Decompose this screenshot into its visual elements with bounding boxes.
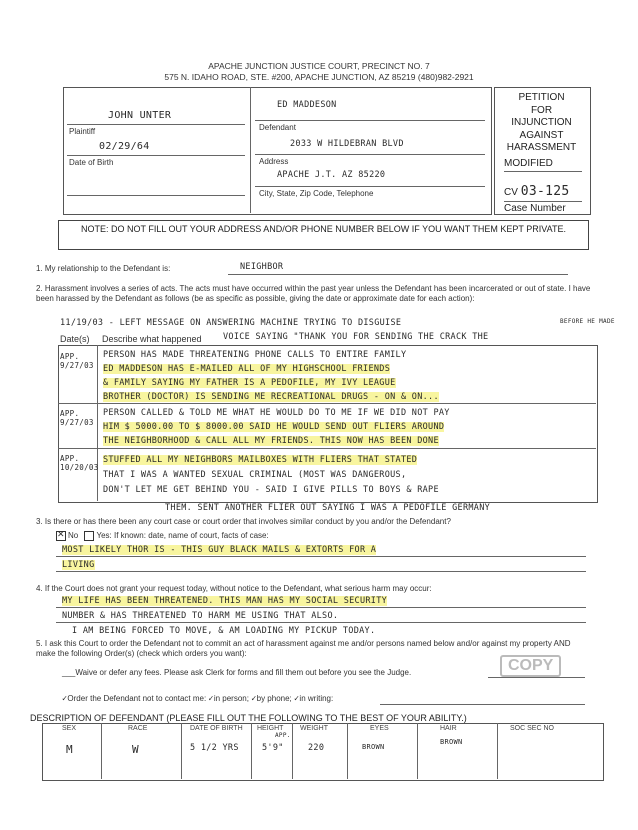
entry-date: APP. 10/20/03 [60, 454, 99, 472]
entry-line: & FAMILY SAYING MY FATHER IS A PEDOFILE, MY IVY LEAGUE [103, 378, 396, 388]
modified-label: MODIFIED [504, 158, 553, 169]
dob-label: Date of Birth [69, 158, 114, 167]
sex-header: SEX [62, 725, 77, 732]
q2-label: 2. Harassment involves a series of acts. The acts must have occurred within the past year unless the Defendant has been incarcerated or out of state. I have been harassed by the Defendant as follows (be as specific as possible, giving the date or approximate date for each action): [36, 284, 591, 303]
court-address: 575 N. IDAHO ROAD, STE. #200, APACHE JUNCTION, AZ 85219 (480)982-2921 [164, 72, 474, 82]
in-person-check[interactable]: ✓ [208, 694, 214, 704]
in-writing-check[interactable]: ✓ [294, 694, 300, 704]
dates-label: Date(s) [60, 334, 90, 344]
plaintiff-name: JOHN UNTER [108, 110, 172, 121]
entry-line: THE NEIGHBORHOOD & CALL ALL MY FRIENDS. THIS NOW HAS BEEN DONE [103, 436, 439, 446]
no-checkbox[interactable] [56, 531, 66, 541]
q3-label: 3. Is there or has there been any court case or court order that involves similar conduct by you and/or the Defendant? [36, 517, 451, 526]
q3-answer-line: MOST LIKELY THOR IS - THIS GUY BLACK MAILS & EXTORTS FOR A [62, 545, 377, 555]
race-header: RACE [128, 725, 148, 732]
case-number-label: Case Number [504, 203, 566, 214]
dob-header: DATE OF BIRTH [190, 725, 243, 732]
weight-header: WEIGHT [300, 725, 328, 732]
defendant-address: 2033 W HILDEBRAN BLVD [290, 139, 404, 149]
described-label: Describe what happened [102, 334, 202, 344]
entry-line: STUFFED ALL MY NEIGHBORS MAILBOXES WITH FLIERS THAT STATED [103, 455, 418, 465]
court-name: APACHE JUNCTION JUSTICE COURT, PRECINCT NO. 7 [208, 61, 430, 71]
height-value: 5'9" [262, 743, 284, 753]
order-check-mark[interactable]: ✓ [62, 694, 68, 704]
margin-note: BEFORE HE MADE [560, 318, 615, 325]
q4-answer-line: I AM BEING FORCED TO MOVE, & AM LOADING MY PICKUP TODAY. [72, 626, 376, 636]
hair-value: BROWN [440, 738, 463, 746]
q5-label: 5. I ask this Court to order the Defendant not to commit an act of harassment against me and/or persons named below and/or against my property AND make the following Order(s) (check which orders you want): [36, 639, 571, 658]
q4-answer-line: NUMBER & HAS THREATENED TO HARM ME USING THAT ALSO. [62, 611, 339, 621]
described-line: VOICE SAYING "THANK YOU FOR SENDING THE CRACK THE [223, 332, 489, 342]
case-number-value: CV 03-125 [504, 184, 570, 199]
overflow-line: THEM. SENT ANOTHER FLIER OUT SAYING I WAS A PEDOFILE GERMANY [165, 503, 491, 513]
defendant-label: Defendant [259, 123, 296, 132]
no-contact-order: ✓Order the Defendant not to contact me: ✓in person; ✓by phone; ✓in writing: [62, 694, 334, 704]
weight-value: 220 [308, 743, 325, 753]
entry-line: DON'T LET ME GET BEHIND YOU - SAID I GIVE PILLS TO BOYS & RAPE [103, 485, 439, 495]
dob-value: 5 1/2 YRS [190, 743, 239, 753]
race-value: W [132, 743, 139, 756]
plaintiff-dob: 02/29/64 [99, 141, 150, 152]
defendant-city: APACHE J.T. AZ 85220 [277, 170, 386, 180]
address-label: Address [259, 157, 289, 166]
waive-fees-option[interactable]: ___Waive or defer any fees. Please ask Clerk for forms and fill them out before you see the Judge. [62, 668, 412, 677]
entry-line: PERSON CALLED & TOLD ME WHAT HE WOULD DO TO ME IF WE DID NOT PAY [103, 408, 450, 418]
yes-checkbox[interactable] [84, 531, 94, 541]
by-phone-check[interactable]: ✓ [251, 694, 257, 704]
copy-stamp: COPY [500, 655, 561, 677]
q2-intro-line: 11/19/03 - LEFT MESSAGE ON ANSWERING MACHINE TRYING TO DISGUISE [60, 318, 402, 328]
entry-line: PERSON HAS MADE THREATENING PHONE CALLS TO ENTIRE FAMILY [103, 350, 407, 360]
entry-line: BROTHER (DOCTOR) IS SENDING ME RECREATIONAL DRUGS - ON & ON... [103, 392, 439, 402]
sex-value: M [66, 743, 73, 756]
petition-title: PETITION FOR INJUNCTION AGAINST HARASSMENT [506, 92, 577, 153]
q3-options: ✕No Yes: If known: date, name of court, facts of case: [56, 531, 269, 541]
entry-line: HIM $ 5000.00 TO $ 8000.00 SAID HE WOULD SEND OUT FLIERS AROUND [103, 422, 445, 432]
q4-label: 4. If the Court does not grant your request today, without notice to the Defendant, what serious harm may occur: [36, 584, 432, 593]
height-note: APP. [275, 732, 291, 739]
eyes-header: EYES [370, 725, 389, 732]
eyes-value: BROWN [362, 743, 385, 751]
city-label: City, State, Zip Code, Telephone [259, 189, 374, 198]
q1-label: 1. My relationship to the Defendant is: [36, 264, 171, 273]
q3-answer-line: LIVING [62, 560, 95, 570]
description-title: DESCRIPTION OF DEFENDANT (PLEASE FILL OUT THE FOLLOWING TO THE BEST OF YOUR ABILITY.) [30, 713, 467, 723]
defendant-name: ED MADDESON [277, 100, 337, 110]
q4-answer-line: MY LIFE HAS BEEN THREATENED. THIS MAN HAS MY SOCIAL SECURITY [62, 596, 388, 606]
hair-header: HAIR [440, 725, 457, 732]
privacy-note: NOTE: DO NOT FILL OUT YOUR ADDRESS AND/OR PHONE NUMBER BELOW IF YOU WANT THEM KEPT PRIVATE. [58, 220, 589, 250]
ssn-header: SOC SEC NO [510, 725, 554, 732]
entry-line: ED MADDESON HAS E-MAILED ALL OF MY HIGHSCHOOL FRIENDS [103, 364, 391, 374]
q1-answer: NEIGHBOR [240, 262, 284, 272]
plaintiff-label: Plaintiff [69, 127, 96, 136]
entry-date: APP. 9/27/03 [60, 352, 94, 370]
entry-line: THAT I WAS A WANTED SEXUAL CRIMINAL (MOST WAS DANGEROUS, [103, 470, 407, 480]
entry-date: APP. 9/27/03 [60, 409, 94, 427]
height-header: HEIGHT [257, 725, 284, 732]
